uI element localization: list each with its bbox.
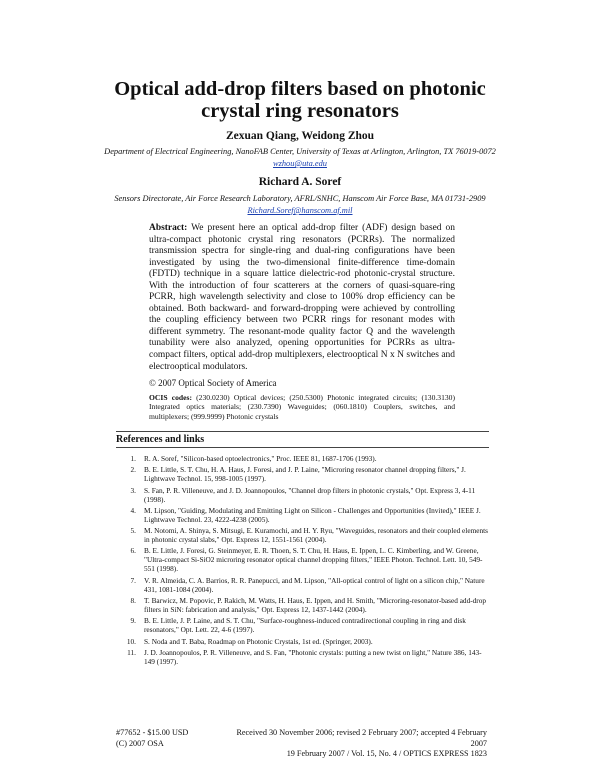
reference-number: 9. bbox=[130, 616, 136, 626]
abstract bbox=[149, 223, 455, 373]
reference-item bbox=[116, 648, 488, 666]
reference-text: M. Notomi, A. Shinya, S. Mitsugi, E. Kuramochi, and H. Y. Ryu, "Waveguides, resonators and their coupled elements in photonic crystal slabs," Opt. Express 12, 1551-1561 (2004). bbox=[144, 526, 488, 545]
reference-item bbox=[116, 576, 488, 594]
reference-number: 5. bbox=[130, 526, 136, 536]
reference-number: 10. bbox=[126, 636, 136, 646]
reference-text: T. Barwicz, M. Popovic, P. Rakich, M. Watts, H. Haus, E. Ippen, and H. Smith, "Microring-resonator-based add-drop filters in SiN: fabrication and analysis," Opt. Express 12, 1437-1442 (2004). bbox=[144, 595, 487, 615]
ocis-codes bbox=[149, 393, 455, 421]
reference-number: 2. bbox=[130, 465, 136, 475]
footer-received-dates: Received 30 November 2006; revised 2 February 2007; accepted 4 February 2007 bbox=[236, 728, 487, 748]
email-primary-link[interactable]: wzhou@uta.edu bbox=[273, 159, 327, 168]
reference-text: R. A. Soref, "Silicon-based optoelectronics," Proc. IEEE 81, 1687-1706 (1993). bbox=[144, 454, 377, 463]
reference-text: B. E. Little, J. Foresi, G. Steinmeyer, E. R. Thoen, S. T. Chu, H. Haus, E. Ippen, L. C. Kimberling, and W. Greene, "Ultra-compact Si-SiO2 microring resonator optical channel dropping filters," IEEE Photon. Technol. Lett. 10, 549-551 (1998). bbox=[144, 546, 483, 574]
abstract-text: We present here an optical add-drop filter (ADF) design based on ultra-compact photonic crystal ring resonators (PCRRs). The normalized transmission spectra for single-ring and dual-ring configurations have been investigated by using the two-dimensional finite-difference time-domain (FDTD) technique in a square lattice dielectric-rod photonic-crystal structure. With the introduction of four scatterers at the corners of quasi-square-ring PCRR, high wavelength selectivity and close to 100% drop efficiency can be obtained. Both backward- and forward-dropping were achieved by controlling the coupling efficiency between two PCRR rings for resonant modes with different symmetry. The resonant-mode quality factor Q and the wavelength tunability were also analyzed, opening opportunities for PCRRs as ultra-compact filters, optical add-drop multiplexers, electrooptical N x N switches and electrooptical modulators. bbox=[149, 223, 455, 372]
reference-list bbox=[116, 454, 488, 668]
reference-item bbox=[116, 454, 488, 463]
reference-item bbox=[116, 506, 488, 524]
footer-right bbox=[229, 728, 487, 760]
title-line-1: Optical add-drop filters based on photonic bbox=[114, 78, 486, 100]
abstract-label: Abstract: bbox=[149, 223, 188, 233]
affiliation-primary: Department of Electrical Engineering, NanoFAB Center, University of Texas at Arlington, Arlington, TX 76019-0072 bbox=[104, 147, 496, 156]
authors-primary: Zexuan Qiang, Weidong Zhou bbox=[225, 130, 375, 142]
reference-number: 4. bbox=[130, 505, 136, 515]
reference-number: 7. bbox=[130, 575, 136, 585]
reference-item bbox=[116, 465, 488, 483]
reference-number: 8. bbox=[130, 595, 136, 605]
footer-copyright: (C) 2007 OSA bbox=[116, 738, 164, 748]
reference-number: 11. bbox=[127, 647, 136, 657]
reference-item bbox=[116, 526, 488, 544]
footer-left bbox=[116, 728, 188, 749]
ocis-text: (230.0230) Optical devices; (250.5300) Photonic integrated circuits; (130.3130) Integrated optics materials; (230.7390) Waveguides; (060.1810) Couplers, switches, and multiplexers; (999.9999) Photonic crystals bbox=[149, 393, 455, 421]
references-heading: References and links bbox=[116, 434, 205, 445]
reference-item bbox=[116, 637, 488, 646]
email-secondary-wrap bbox=[0, 204, 600, 216]
references-bottom-rule bbox=[116, 447, 489, 448]
authors-secondary: Richard A. Soref bbox=[258, 176, 342, 188]
reference-text: B. E. Little, J. P. Laine, and S. T. Chu, "Surface-roughness-induced contradirectional coupling in ring and disk resonators," Opt. Lett. 22, 4-6 (1997). bbox=[144, 616, 466, 635]
reference-text: M. Lipson, "Guiding, Modulating and Emitting Light on Silicon - Challenges and Opportunities (Invited)," IEEE J. Lightwave Technol. 23, 4222-4238 (2005). bbox=[144, 505, 481, 524]
ocis-label: OCIS codes: bbox=[149, 393, 192, 402]
reference-number: 6. bbox=[130, 546, 136, 556]
footer-journal-info: 19 February 2007 / Vol. 15, No. 4 / OPTICS EXPRESS 1823 bbox=[286, 749, 487, 758]
email-secondary-link[interactable]: Richard.Soref@hanscom.af.mil bbox=[247, 206, 353, 215]
title-line-2: crystal ring resonators bbox=[201, 100, 399, 122]
reference-text: S. Fan, P. R. Villeneuve, and J. D. Joannopoulos, "Channel drop filters in photonic crystals," Opt. Express 3, 4-11 (1998). bbox=[144, 485, 476, 504]
affiliation-secondary: Sensors Directorate, Air Force Research Laboratory, AFRL/SNHC, Hanscom Air Force Base, MA 01731-2909 bbox=[114, 194, 486, 203]
reference-number: 1. bbox=[130, 454, 136, 463]
references-top-rule bbox=[116, 431, 489, 432]
paper-title bbox=[0, 78, 600, 122]
reference-text: V. R. Almeida, C. A. Barrios, R. R. Panepucci, and M. Lipson, "All-optical control of light on a silicon chip," Nature 431, 1081-1084 (2004). bbox=[144, 575, 485, 594]
reference-number: 3. bbox=[130, 485, 136, 495]
reference-text: S. Noda and T. Baba, Roadmap on Photonic Crystals, 1st ed. (Springer, 2003). bbox=[144, 636, 373, 646]
reference-item bbox=[116, 596, 488, 614]
reference-item bbox=[116, 616, 488, 634]
reference-text: B. E. Little, S. T. Chu, H. A. Haus, J. Foresi, and J. P. Laine, "Microring resonator channel dropping filters," J. Lightwave Technol. 15, 998-1005 (1997). bbox=[144, 465, 466, 484]
copyright-notice: © 2007 Optical Society of America bbox=[149, 378, 277, 388]
reference-item bbox=[116, 546, 488, 573]
footer-price: #77652 - $15.00 USD bbox=[116, 728, 189, 737]
email-primary-wrap bbox=[0, 157, 600, 169]
reference-item bbox=[116, 486, 488, 504]
reference-text: J. D. Joannopoulos, P. R. Villeneuve, and S. Fan, "Photonic crystals: putting a new twist on light," Nature 386, 143-149 (1997). bbox=[144, 647, 482, 666]
